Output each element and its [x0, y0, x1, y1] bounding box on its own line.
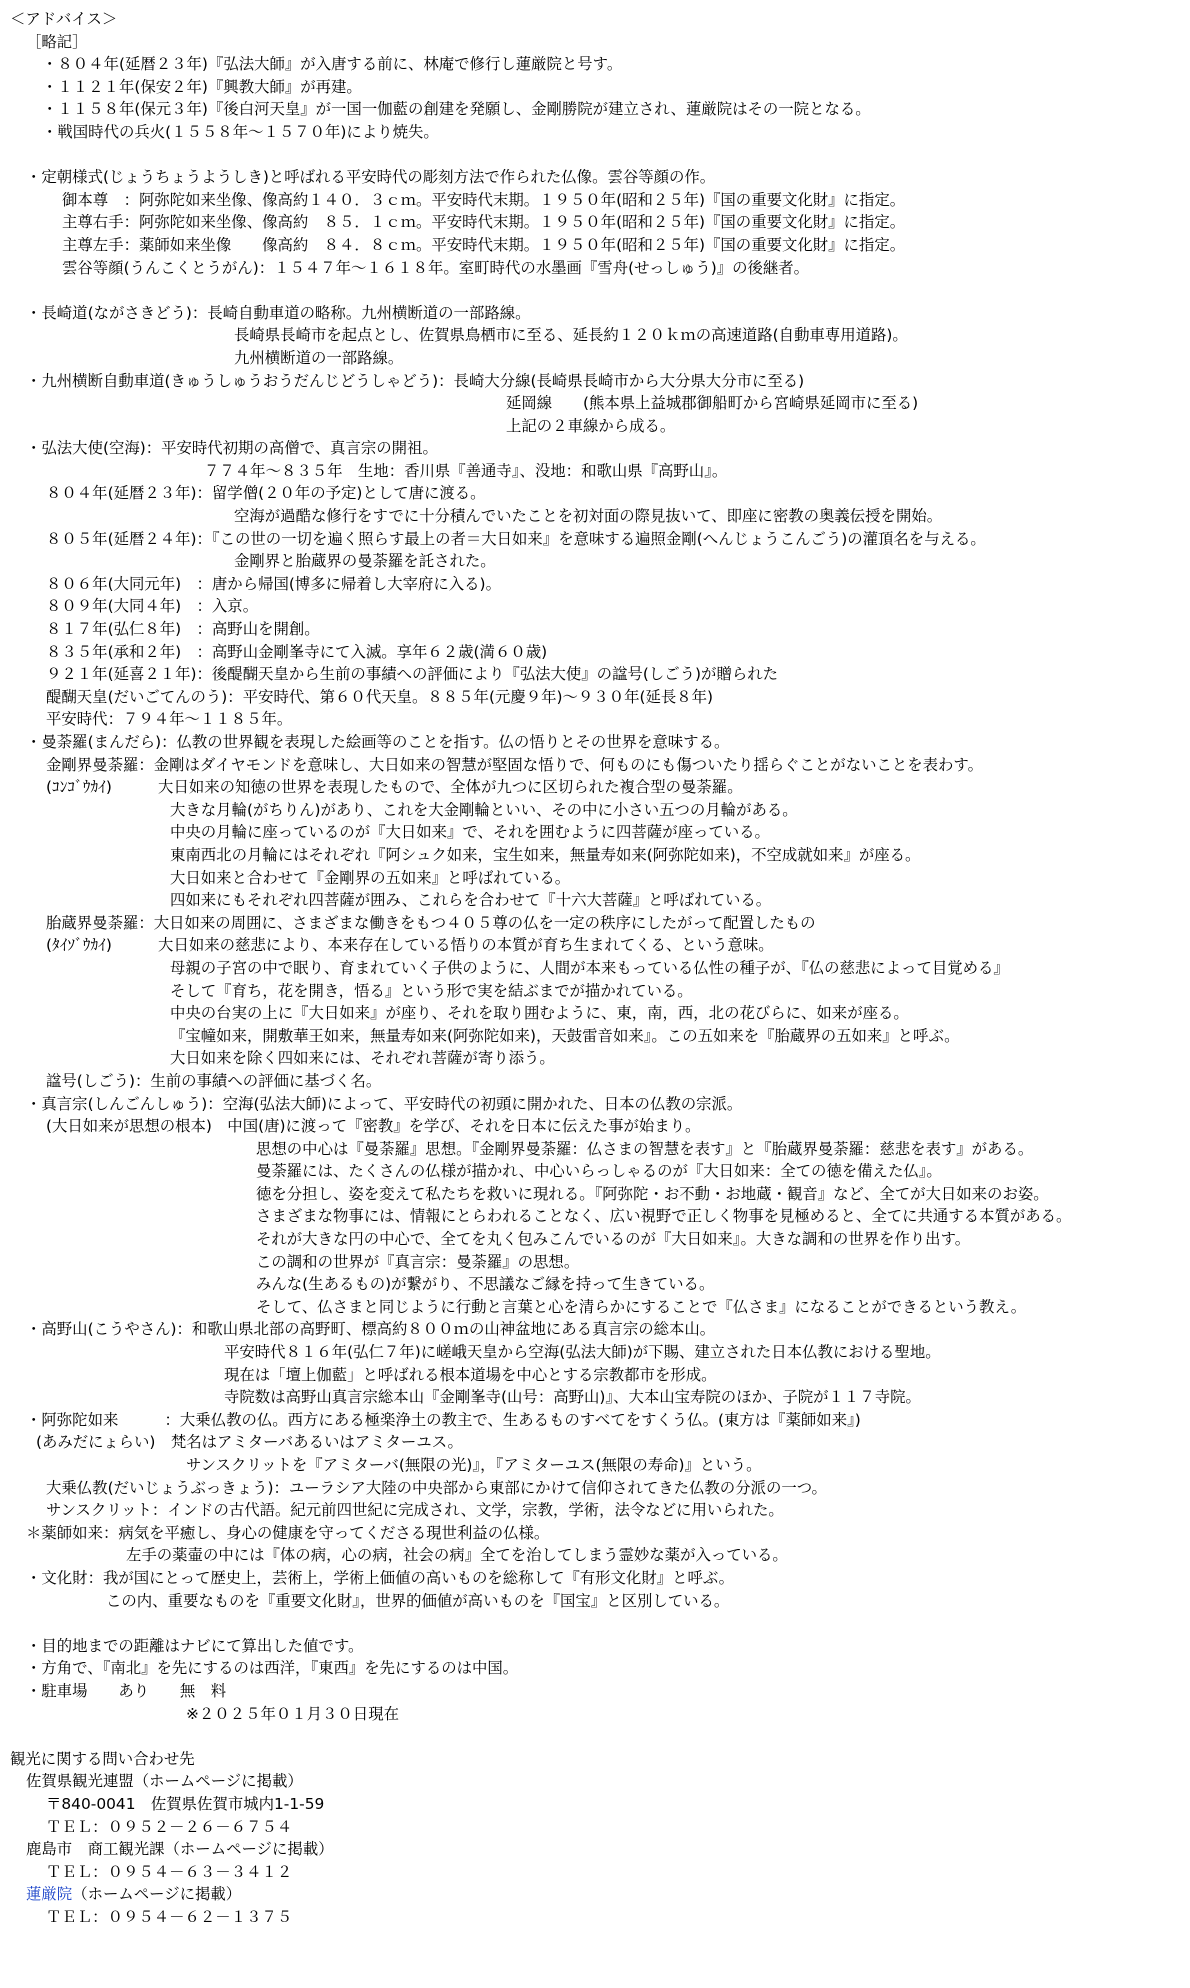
text-line: (大日如来が思想の根本) 中国(唐)に渡って『密教』を学び、それを日本に伝えた事が始まり。 [46, 1117, 701, 1136]
text-line: 〒840-0041 佐賀県佐賀市城内1-1-59 [46, 1794, 325, 1813]
text-line: ※２０２５年０１月３０日現在 [186, 1704, 399, 1723]
text-line: ・１１２１年(保安２年)『興教大師』が再建。 [42, 77, 362, 96]
homepage-note: （ホームページに掲載） [72, 1885, 242, 1904]
text-line: ８０５年(延暦２４年)：『この世の一切を遍く照らす最上の者＝大日如来』を意味する遍照金剛(へんじょうこんごう)の灌頂名を与える。 [46, 529, 986, 548]
blank-line [10, 279, 1182, 302]
text-line: 平安時代：７９４年～１１８５年。 [46, 710, 293, 729]
text-line: 延岡線 (熊本県上益城郡御船町から宮崎県延岡市に至る) [506, 394, 919, 413]
text-line: ・方角で、『南北』を先にするのは西洋，『東西』を先にするのは中国。 [26, 1659, 519, 1678]
text-line: ８０４年(延暦２３年)：留学僧(２０年の予定)として唐に渡る。 [46, 484, 486, 503]
text-line: ８３５年(承和２年) ：高野山金剛峯寺にて入滅。享年６２歳(満６０歳) [46, 642, 548, 661]
text-line: ７７４年～８３５年 生地：香川県『善通寺』、没地：和歌山県『高野山』。 [204, 461, 728, 480]
text-line: みんな(生あるもの)が繋がり、不思議なご縁を持って生きている。 [256, 1275, 715, 1294]
text-line: ８０６年(大同元年) ：唐から帰国(博多に帰着し大宰府に入る)。 [46, 574, 501, 593]
text-line: ・８０４年(延暦２３年)『弘法大師』が入唐する前に、林庵で修行し蓮厳院と号す。 [42, 55, 623, 74]
text-line: 大きな月輪(がちりん)があり、これを大金剛輪といい、その中に小さい五つの月輪がある。 [170, 800, 798, 819]
text-line: ・阿弥陀如来 ：大乗仏教の仏。西方にある極楽浄土の教主で、生あるものすべてをすくう仏。(東方は『薬師如来』) [26, 1410, 861, 1429]
text-line: この内、重要なものを『重要文化財』，世界的価値が高いものを『国宝』と区別している。 [106, 1591, 730, 1610]
text-line: それが大きな円の中心で、全てを丸く包みこんでいるのが『大日如来』。大きな調和の世界を作り出す。 [256, 1230, 971, 1249]
text-line: 鹿島市 商工観光課（ホームページに掲載） [26, 1840, 334, 1859]
text-line: 御本尊 ：阿弥陀如来坐像、像高約１４０．３ｃｍ。平安時代末期。１９５０年(昭和２５年)『国の重要文化財』に指定。 [62, 190, 906, 209]
text-line: ＴＥＬ：０９５４－６３－３４１２ [46, 1862, 293, 1881]
text-line: ９２１年(延喜２１年)：後醍醐天皇から生前の事績への評価により『弘法大使』の諡号(しごう)が贈られた [46, 665, 778, 684]
text-line: 雲谷等顔(うんこくとうがん)：１５４７年～１６１８年。室町時代の水墨画『雪舟(せっしゅう)』の後継者。 [62, 258, 810, 277]
text-line: そして、仏さまと同じように行動と言葉と心を清らかにすることで『仏さま』になることができるという教え。 [256, 1297, 1027, 1316]
text-line: 徳を分担し、姿を変えて私たちを救いに現れる。『阿弥陀・お不動・お地蔵・観音』など、全てが大日如来のお姿。 [256, 1184, 1049, 1203]
temple-homepage-link[interactable]: 蓮厳院 [26, 1885, 73, 1904]
text-line: 平安時代８１６年(弘仁７年)に嵯峨天皇から空海(弘法大師)が下賜、建立された日本仏教における聖地。 [224, 1343, 941, 1362]
text-line: ・目的地までの距離はナビにて算出した値です。 [26, 1636, 364, 1655]
advice-document [10, 8, 1182, 1928]
text-line: (ｺﾝｺﾞｳｶｲ) 大日如来の知徳の世界を表現したもので、全体が九つに区切られた複合型の曼荼羅。 [46, 778, 743, 797]
text-line: 四如来にもそれぞれ四菩薩が囲み、これらを合わせて『十六大菩薩』と呼ばれている。 [170, 891, 772, 910]
text-line: 寺院数は高野山真言宗総本山『金剛峯寺(山号：高野山)』、大本山宝寿院のほか、子院が１１７寺院。 [224, 1388, 921, 1407]
text-line: (ﾀｲｿﾞｳｶｲ) 大日如来の慈悲により、本来存在している悟りの本質が育ち生まれてくる、という意味。 [46, 936, 774, 955]
blank-line [10, 1612, 1182, 1635]
text-line: サンスクリットを『アミターバ(無限の光)』，『アミターユス(無限の寿命)』という。 [186, 1456, 762, 1474]
text-line: 長崎県長崎市を起点とし、佐賀県鳥栖市に至る、延長約１２０ｋｍの高速道路(自動車専用道路)。 [234, 326, 908, 345]
text-line [10, 1883, 1182, 1906]
text-line: ・駐車場 あり 無 料 [26, 1681, 227, 1700]
text-line: ・九州横断自動車道(きゅうしゅうおうだんじどうしゃどう)：長崎大分線(長崎県長崎市から大分県大分市に至る) [26, 371, 805, 390]
text-line: 醍醐天皇(だいごてんのう)：平安時代、第６０代天皇。８８５年(元慶９年)～９３０年(延長８年) [46, 687, 714, 706]
text-line: ［略記］ [26, 32, 88, 51]
text-line: 観光に関する問い合わせ先 [10, 1749, 195, 1768]
text-line: ＜アドバイス＞ [10, 10, 118, 28]
text-line: ＴＥＬ：０９５４－６２－１３７５ [46, 1907, 293, 1926]
text-line: ＴＥＬ：０９５２－２６－６７５４ [46, 1817, 293, 1836]
text-line: ・定朝様式(じょうちょうようしき)と呼ばれる平安時代の彫刻方法で作られた仏像。雲谷等顔の作。 [26, 168, 716, 187]
text-line: 中央の月輪に座っているのが『大日如来』で、それを囲むように四菩薩が座っている。 [170, 823, 770, 842]
text-line: ・長崎道(ながさきどう)：長崎自動車道の略称。九州横断道の一部路線。 [26, 303, 531, 322]
text-line: ・弘法大使(空海)：平安時代初期の高僧で、真言宗の開祖。 [26, 439, 438, 458]
text-line: 『宝幢如来，開敷華王如来，無量寿如来(阿弥陀如来)，天鼓雷音如来』。この五如来を『胎蔵界の五如来』と呼ぶ。 [170, 1026, 960, 1045]
text-line: 曼荼羅には、たくさんの仏様が描かれ、中心いらっしゃるのが『大日如来：全ての徳を備えた仏』。 [256, 1162, 942, 1181]
text-line: 九州横断道の一部路線。 [234, 348, 404, 367]
text-line: ・曼荼羅(まんだら)：仏教の世界観を表現した絵画等のことを指す。仏の悟りとその世界を意味する。 [26, 733, 730, 751]
text-line: 空海が過酷な修行をすでに十分積んでいたことを初対面の際見抜いて、即座に密教の奥義伝授を開始。 [234, 507, 943, 526]
text-line: 大乗仏教(だいじょうぶっきょう)：ユーラシア大陸の中央部から東部にかけて信仰されてきた仏教の分派の一つ。 [46, 1478, 827, 1497]
text-line: 中央の台実の上に『大日如来』が座り、それを取り囲むように、東，南，西，北の花びらに、如来が座る。 [170, 1004, 909, 1023]
text-line: そして『育ち，花を開き，悟る』という形で実を結ぶまでが描かれている。 [170, 981, 693, 1000]
text-line: 上記の２車線から成る。 [506, 416, 676, 435]
text-line: 現在は「壇上伽藍」と呼ばれる根本道場を中心とする宗教都市を形成。 [224, 1365, 717, 1384]
text-line: ８０９年(大同４年) ：入京。 [46, 597, 259, 616]
text-line: ・文化財：我が国にとって歴史上，芸術上，学術上価値の高いものを総称して『有形文化財』と呼ぶ。 [26, 1568, 734, 1587]
blank-line [10, 144, 1182, 167]
text-line: 金剛界と胎蔵界の曼荼羅を託された。 [234, 552, 496, 571]
text-line: ・１１５８年(保元３年)『後白河天皇』が一国一伽藍の創建を発願し、金剛勝院が建立され、蓮厳院はその一院となる。 [42, 100, 871, 119]
text-line: 東南西北の月輪にはそれぞれ『阿シュク如来，宝生如来，無量寿如来(阿弥陀如来)，不空成就如来』が座る。 [170, 845, 921, 864]
text-line: ・高野山(こうやさん)：和歌山県北部の高野町、標高約８００ｍの山神盆地にある真言宗の総本山。 [26, 1320, 716, 1339]
text-line: ・戦国時代の兵火(１５５８年～１５７０年)により焼失。 [42, 122, 439, 141]
blank-line [10, 1725, 1182, 1748]
text-line: 金剛界曼荼羅：金剛はダイヤモンドを意味し、大日如来の智慧が堅固な悟りで、何ものにも傷ついたり揺らぐことがないことを表わす。 [46, 755, 983, 774]
text-line: 大日如来と合わせて『金剛界の五如来』と呼ばれている。 [170, 868, 571, 887]
text-line: (あみだにょらい) 梵名はアミターバあるいはアミターユス。 [36, 1433, 463, 1452]
text-line: ・真言宗(しんごんしゅう)：空海(弘法大師)によって、平安時代の初頭に開かれた、日本の仏教の宗派。 [26, 1094, 743, 1113]
text-line: 大日如来を除く四如来には、それぞれ菩薩が寄り添う。 [170, 1049, 555, 1068]
text-line: 主尊左手：薬師如来坐像 像高約 ８４．８ｃｍ。平安時代末期。１９５０年(昭和２５年)『国の重要文化財』に指定。 [62, 235, 906, 254]
text-line: 思想の中心は『曼荼羅』思想。『金剛界曼荼羅：仏さまの智慧を表す』と『胎蔵界曼荼羅：慈悲を表す』がある。 [256, 1139, 1034, 1158]
text-line: 主尊右手：阿弥陀如来坐像、像高約 ８５．１ｃｍ。平安時代末期。１９５０年(昭和２５年)『国の重要文化財』に指定。 [62, 213, 906, 232]
text-line: サンスクリット：インドの古代語。紀元前四世紀に完成され、文学，宗教，学術，法令などに用いられた。 [46, 1501, 784, 1520]
text-line: 諡号(しごう)：生前の事績への評価に基づく名。 [46, 1071, 382, 1090]
text-line: 左手の薬壷の中には『体の病，心の病，社会の病』全てを治してしまう霊妙な薬が入っている。 [126, 1546, 788, 1565]
text-line: この調和の世界が『真言宗：曼荼羅』の思想。 [256, 1252, 580, 1271]
text-line: ８１７年(弘仁８年) ：高野山を開創。 [46, 620, 320, 639]
text-line: さまざまな物事には、情報にとらわれることなく、広い視野で正しく物事を見極めると、全てに共通する本質がある。 [256, 1207, 1072, 1226]
text-line: 胎蔵界曼荼羅：大日如来の周囲に、さまざまな働きをもつ４０５尊の仏を一定の秩序にしたがって配置したもの [46, 913, 816, 932]
text-line: 母親の子宮の中で眠り、育まれていく子供のように、人間が本来もっている仏性の種子が、『仏の慈悲によって目覚める』 [170, 958, 1009, 977]
text-line: 佐賀県観光連盟（ホームページに掲載） [26, 1772, 303, 1791]
text-line: ＊薬師如来：病気を平癒し、身心の健康を守ってくださる現世利益の仏様。 [26, 1523, 550, 1542]
